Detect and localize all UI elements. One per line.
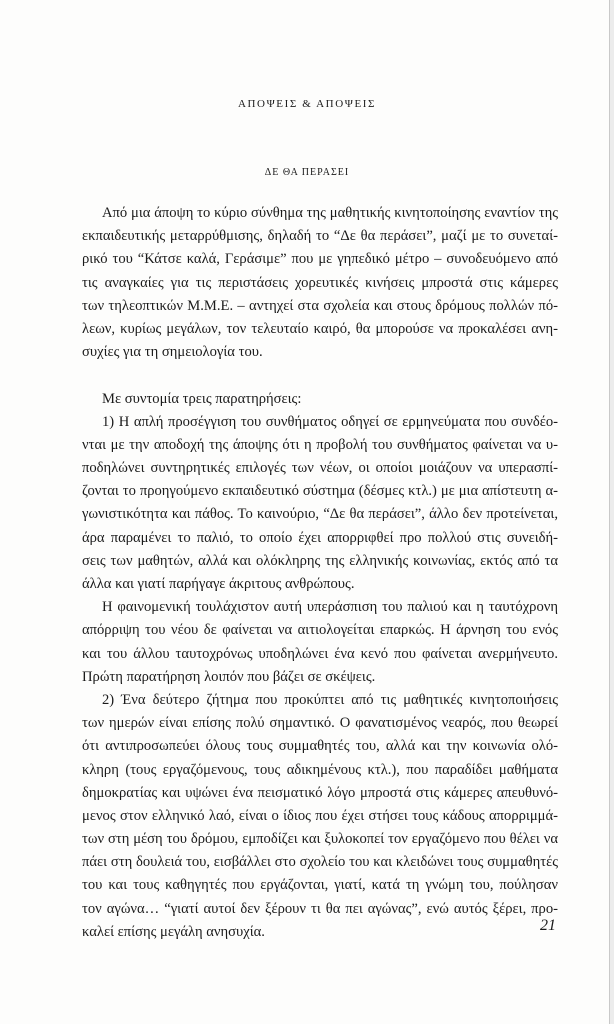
running-header: ΑΠΟΨΕΙΣ & ΑΠΟΨΕΙΣ bbox=[237, 98, 377, 110]
text-line: και του άλλου ταυτοχρόνως υποδηλώνει ένα κενό που φαίνεται ανερμήνευτο. bbox=[82, 645, 558, 662]
text-line: Με συντομία τρεις παρατηρήσεις: bbox=[102, 390, 302, 407]
text-line: Πρώτη παρατήρηση λοιπόν που βάζει σε σκέψεις. bbox=[82, 668, 376, 685]
article-body bbox=[82, 202, 558, 944]
text-line: Από μια άποψη το κύριο σύνθημα της μαθητικής κινητοποίησης εναντίον της bbox=[102, 205, 558, 221]
text-line: καλεί επίσης μεγάλη ανησυχία. bbox=[82, 923, 265, 940]
text-line: των τηλεοπτικών Μ.Μ.Ε. – αντηχεί στα σχολεία και στους δρόμους πολλών πό- bbox=[82, 297, 558, 314]
text-line: δημοκρατίας και υψώνει ένα πεισματικό λόγο μπροστά στις κάμερες απευθυνό- bbox=[82, 784, 558, 801]
text-line: των ημερών είναι επίσης πολύ σημαντικό. Ο φανατισμένος νεαρός, που θεωρεί bbox=[82, 715, 558, 732]
text-line: σεις των μαθητών, αλλά και ολόκληρης της ελληνικής κοινωνίας, εκτός από τα bbox=[82, 552, 558, 569]
text-line: μενος στον ελληνικό λαό, είναι ο ίδιος που έχει στήσει τους κάδους απορριμμά- bbox=[82, 807, 558, 824]
text-line: άλλα και γιατί παρήγαγε άκριτους ανθρώπους. bbox=[82, 576, 355, 592]
paragraph-gap bbox=[82, 364, 558, 387]
text-line: πάει στη δουλειά του, εισβάλλει στο σχολείο του και κλειδώνει τους συμμαθητές bbox=[82, 854, 558, 871]
article-title: ΔΕ ΘΑ ΠΕΡΑΣΕΙ bbox=[264, 167, 350, 178]
text-line: ποδηλώνει συντηρητικές επιλογές των νέων, οι οποίοι μοιάζουν να υπερασπί- bbox=[82, 460, 558, 477]
text-line: του και τους καθηγητές που εργάζονται, γιατί, κατά τη γνώμη του, πούλησαν bbox=[82, 877, 558, 894]
page-edge-shadow bbox=[610, 0, 614, 1024]
text-line: λεων, κυρίως μεγάλων, τον τελευταίο καιρό, θα μπορούσε να προκαλέσει ανη- bbox=[82, 320, 558, 337]
text-line: άρα παραμένει το παλιό, το οποίο έχει απορριφθεί προ πολλού στις συνειδή- bbox=[82, 529, 558, 546]
text-line: 1) Η απλή προσέγγιση του συνθήματος οδηγεί σε ερμηνεύματα που συνδέο- bbox=[102, 413, 558, 430]
text-line: ρικό του “Κάτσε καλά, Γεράσιμε” που με γηπεδικό μέτρο – συνοδευόμενο από bbox=[82, 251, 558, 268]
text-line: απόρριψη του νέου δε φαίνεται να αιτιολογείται επαρκώς. Η άρνηση του ενός bbox=[82, 622, 558, 639]
text-line: νται με την αποδοχή της άποψης ότι η προβολή του συνθήματος φαίνεται να υ- bbox=[82, 436, 558, 453]
text-line: 2) Ένα δεύτερο ζήτημα που προκύπτει από τις μαθητικές κινητοποιήσεις bbox=[102, 691, 558, 708]
text-line: τις αναγκαίες για τις περιστάσεις χορευτικές κινήσεις μπροστά στις κάμερες bbox=[82, 274, 558, 291]
text-line: ότι αντιπροσωπεύει όλους τους συμμαθητές του, αλλά και την κοινωνία ολό- bbox=[82, 738, 558, 755]
text-line: Η φαινομενική τουλάχιστον αυτή υπεράσπιση του παλιού και η ταυτόχρονη bbox=[102, 599, 558, 616]
page-number: 21 bbox=[540, 917, 556, 934]
text-line: γωνιστικότητα και πάθος. Το καινούριο, “Δε θα περάσει”, άλλο δεν προτείνεται, bbox=[82, 506, 558, 523]
text-line: συχίες για τη σημειολογία του. bbox=[82, 344, 263, 361]
text-line: ζονται το προηγούμενο εκπαιδευτικό σύστημα (δέσμες κτλ.) με μια απίστευτη α- bbox=[82, 483, 558, 500]
text-line: εκπαιδευτικής μεταρρύθμισης, δηλαδή το “Δε θα περάσει”, μαζί με το συνεταί- bbox=[82, 228, 558, 245]
text-line: τον αγώνα… “γιατί αυτοί δεν ξέρουν τι θα πει αγώνας”, ενώ αυτός ξέρει, προ- bbox=[82, 900, 558, 917]
page-edge-line bbox=[609, 0, 610, 1024]
text-line: κληρη (τους εργαζόμενους, τους αδικημένους κτλ.), που παραδίδει μαθήματα bbox=[82, 761, 558, 778]
text-line: των στη μέση του δρόμου, εμποδίζει και ξυλοκοπεί τον εργαζόμενο που θέλει να bbox=[82, 831, 558, 848]
